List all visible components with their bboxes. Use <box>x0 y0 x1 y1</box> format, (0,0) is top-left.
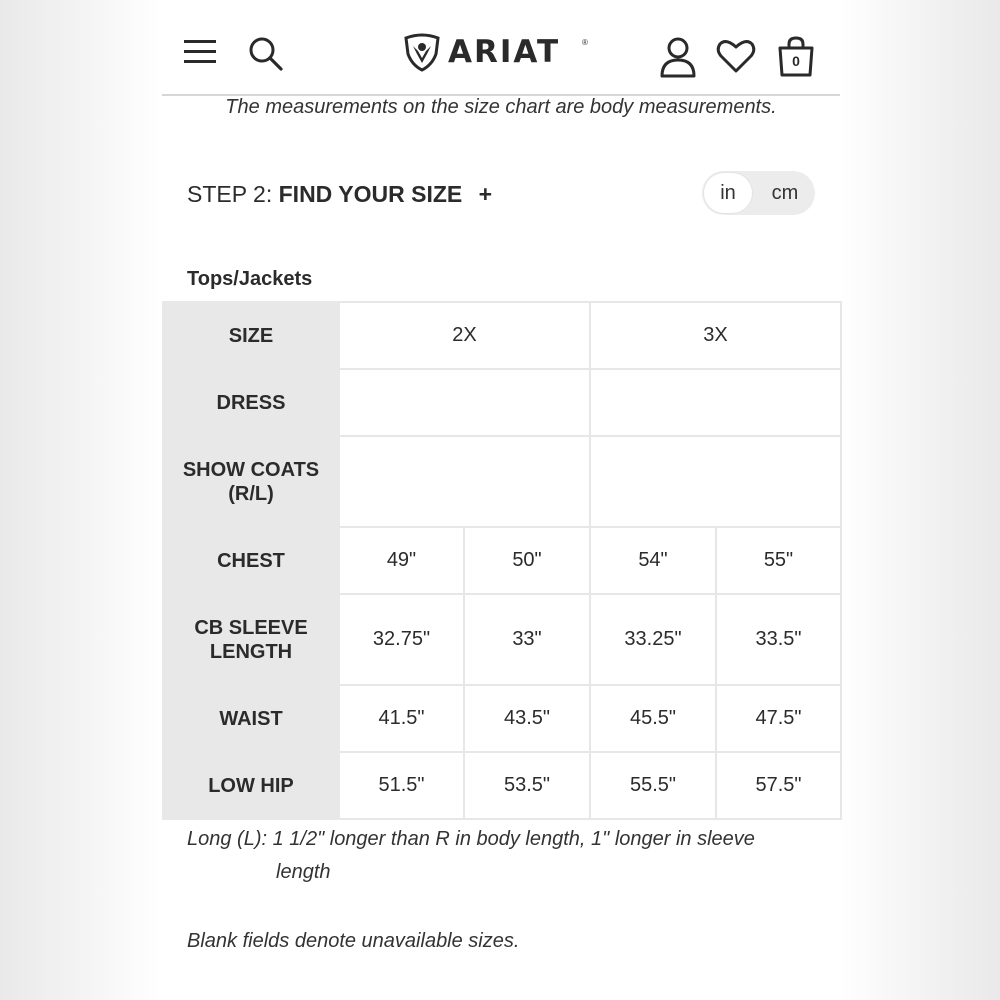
account-icon[interactable] <box>658 36 698 78</box>
row-header-low-hip: LOW HIP <box>163 752 339 819</box>
table-cell: 55.5" <box>590 752 716 819</box>
table-row-cb-sleeve-length <box>163 594 841 685</box>
table-cell: 33" <box>464 594 590 685</box>
step-title: FIND YOUR SIZE <box>278 181 463 207</box>
table-cell: 49" <box>339 527 464 594</box>
step-prefix: STEP 2: <box>187 181 273 207</box>
brand-name: ARIAT <box>448 34 561 70</box>
measurement-note: The measurements on the size chart are body measurements. <box>225 96 777 118</box>
cart-button[interactable] <box>776 36 816 78</box>
unit-centimeters-option[interactable]: cm <box>771 182 799 204</box>
size-2x: 2X <box>339 302 590 369</box>
row-header-show-coats <box>163 436 339 527</box>
table-cell: 54" <box>590 527 716 594</box>
section-title: Tops/Jackets <box>187 268 313 290</box>
table-row-size <box>163 302 841 369</box>
row-header-line: CB SLEEVE <box>194 616 308 639</box>
footnote-line: Long (L): 1 1/2" longer than R in body length, 1" longer in sleeve <box>187 828 755 850</box>
menu-icon[interactable] <box>184 38 218 66</box>
row-header-line: LENGTH <box>209 640 293 663</box>
table-cell-blank <box>590 436 841 527</box>
table-cell: 33.25" <box>590 594 716 685</box>
unit-inches-option[interactable]: in <box>704 173 752 213</box>
table-cell: 53.5" <box>464 752 590 819</box>
row-header-size: SIZE <box>163 302 339 369</box>
expand-plus-icon[interactable]: + <box>478 181 493 207</box>
wishlist-heart-icon[interactable] <box>716 38 756 74</box>
row-header-dress: DRESS <box>163 369 339 436</box>
long-length-footnote <box>187 823 827 889</box>
table-cell: 33.5" <box>716 594 841 685</box>
row-header-waist: WAIST <box>163 685 339 752</box>
table-row-low-hip <box>163 752 841 819</box>
table-row-dress <box>163 369 841 436</box>
cart-count-badge: 0 <box>792 53 800 69</box>
table-cell-blank <box>339 369 590 436</box>
table-cell-blank <box>339 436 590 527</box>
table-cell: 41.5" <box>339 685 464 752</box>
ariat-logo[interactable] <box>402 32 592 74</box>
blank-fields-note: Blank fields denote unavailable sizes. <box>187 930 520 952</box>
ariat-shield-icon <box>402 32 442 72</box>
row-header-cb-sleeve-length <box>163 594 339 685</box>
row-header-line: SHOW COATS <box>182 458 320 481</box>
table-row-show-coats <box>163 436 841 527</box>
row-header-chest: CHEST <box>163 527 339 594</box>
table-cell: 47.5" <box>716 685 841 752</box>
table-cell: 50" <box>464 527 590 594</box>
size-3x: 3X <box>590 302 841 369</box>
step-heading[interactable] <box>187 181 492 208</box>
table-cell-blank <box>590 369 841 436</box>
table-cell: 57.5" <box>716 752 841 819</box>
site-header <box>162 0 840 96</box>
size-chart-table <box>162 301 842 820</box>
page <box>162 0 840 1000</box>
table-row-chest <box>163 527 841 594</box>
table-cell: 45.5" <box>590 685 716 752</box>
table-cell: 55" <box>716 527 841 594</box>
footnote-line: length <box>276 861 331 883</box>
search-icon[interactable] <box>248 36 284 72</box>
table-cell: 32.75" <box>339 594 464 685</box>
table-row-waist <box>163 685 841 752</box>
row-header-line: (R/L) <box>228 482 274 505</box>
table-cell: 51.5" <box>339 752 464 819</box>
table-cell: 43.5" <box>464 685 590 752</box>
brand-registered-mark: ® <box>582 38 588 47</box>
unit-toggle <box>702 171 815 215</box>
